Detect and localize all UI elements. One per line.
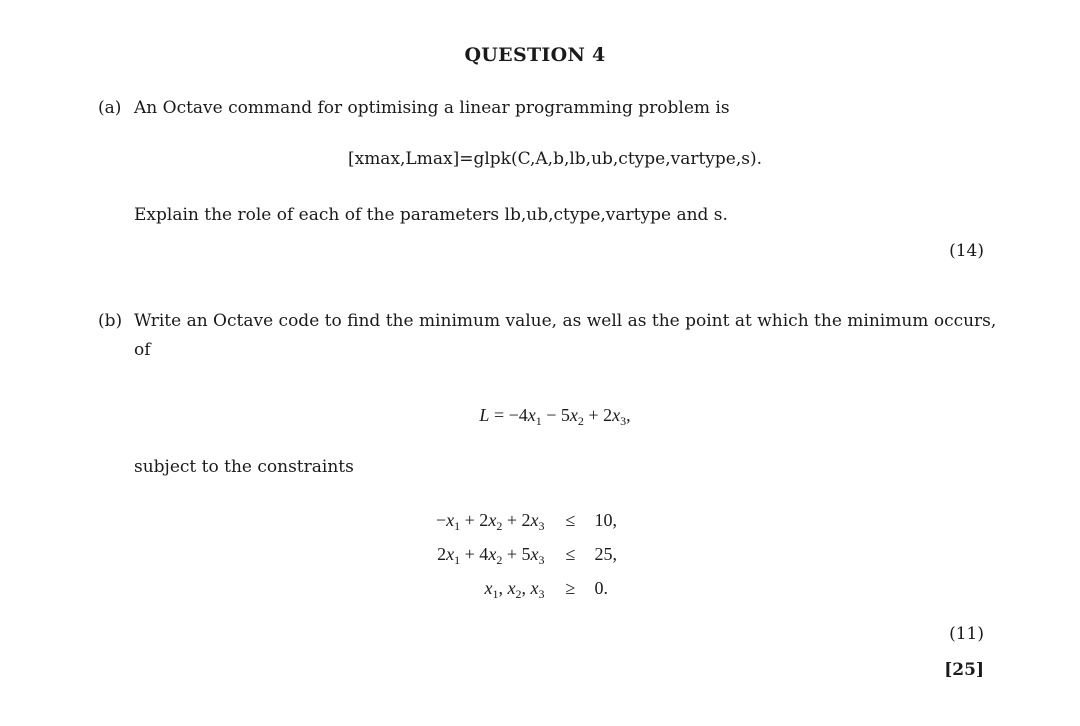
part-a-instruction: Explain the role of each of the parameters lb,ub,ctype,vartype and s. (134, 205, 728, 225)
constraint-relation: ≤ (565, 509, 576, 530)
objective-coef-2: 5 (560, 405, 570, 425)
constraint-rhs: 0. (594, 577, 608, 598)
part-b-intro-line1: Write an Octave code to find the minimum value, as well as the point at which the minimum occurs, (134, 311, 997, 331)
constraint-rhs: 25, (594, 543, 617, 564)
total-marks: [25] (944, 660, 984, 680)
objective-coef-1: 4 (518, 405, 528, 425)
octave-command: [xmax,Lmax]=glpk(C,A,b,lb,ub,ctype,vartype,s). (347, 149, 763, 169)
constraint-rhs: 10, (594, 509, 617, 530)
objective-lhs: L (479, 405, 490, 425)
constraint-lhs: $x_1$, $x_2$, $x_3$ (484, 577, 545, 601)
constraint-lhs: $2x_1 + 4x_2 + 5x_3$ (437, 543, 545, 567)
part-b-label: (b) (98, 311, 123, 331)
constraint-lhs: $-x_1 + 2x_2 + 2x_3$ (436, 509, 545, 533)
constraint-row (436, 503, 617, 537)
constraint-row (436, 571, 617, 605)
part-a-intro: An Octave command for optimising a linear programming problem is (134, 98, 730, 118)
part-a-label: (a) (98, 98, 122, 118)
part-b-intro-line2: of (134, 340, 151, 360)
constraint-relation: ≤ (565, 543, 576, 564)
question-title: QUESTION 4 (464, 44, 606, 66)
constraint-relation: ≥ (565, 577, 576, 598)
constraint-row (436, 537, 617, 571)
constraints-table (436, 503, 617, 605)
part-b-marks: (11) (949, 624, 984, 644)
part-a-marks: (14) (949, 241, 984, 261)
constraints-intro: subject to the constraints (134, 457, 354, 477)
objective-function: $L = -4x_1 - 5x_2 + 2x_3$, (479, 405, 631, 428)
objective-coef-3: 2 (603, 405, 613, 425)
